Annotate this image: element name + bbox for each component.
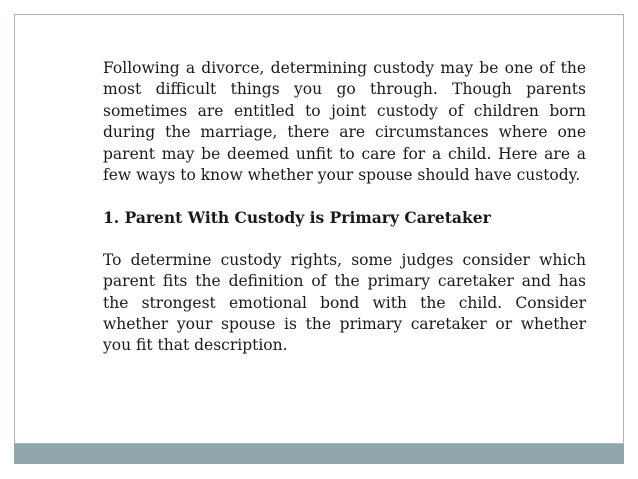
intro-paragraph: Following a divorce, determining custody may be one of the most difficult things you go through. Though parents sometimes are entitled to joint custody of children born during the marriage, there are circumstances where one parent may be deemed unfit to care for a child. Here are a few ways to know whether your spouse should have custody. [103, 59, 586, 185]
slide-content [103, 58, 586, 357]
section-paragraph: To determine custody rights, some judges consider which parent fits the definition of the primary caretaker and has the strongest emotional bond with the child. Consider whether your spouse is the primary caretaker or whether you fit that description. [103, 250, 586, 355]
footer-bar [14, 444, 624, 464]
section-heading: 1. Parent With Custody is Primary Caretaker [103, 208, 491, 228]
